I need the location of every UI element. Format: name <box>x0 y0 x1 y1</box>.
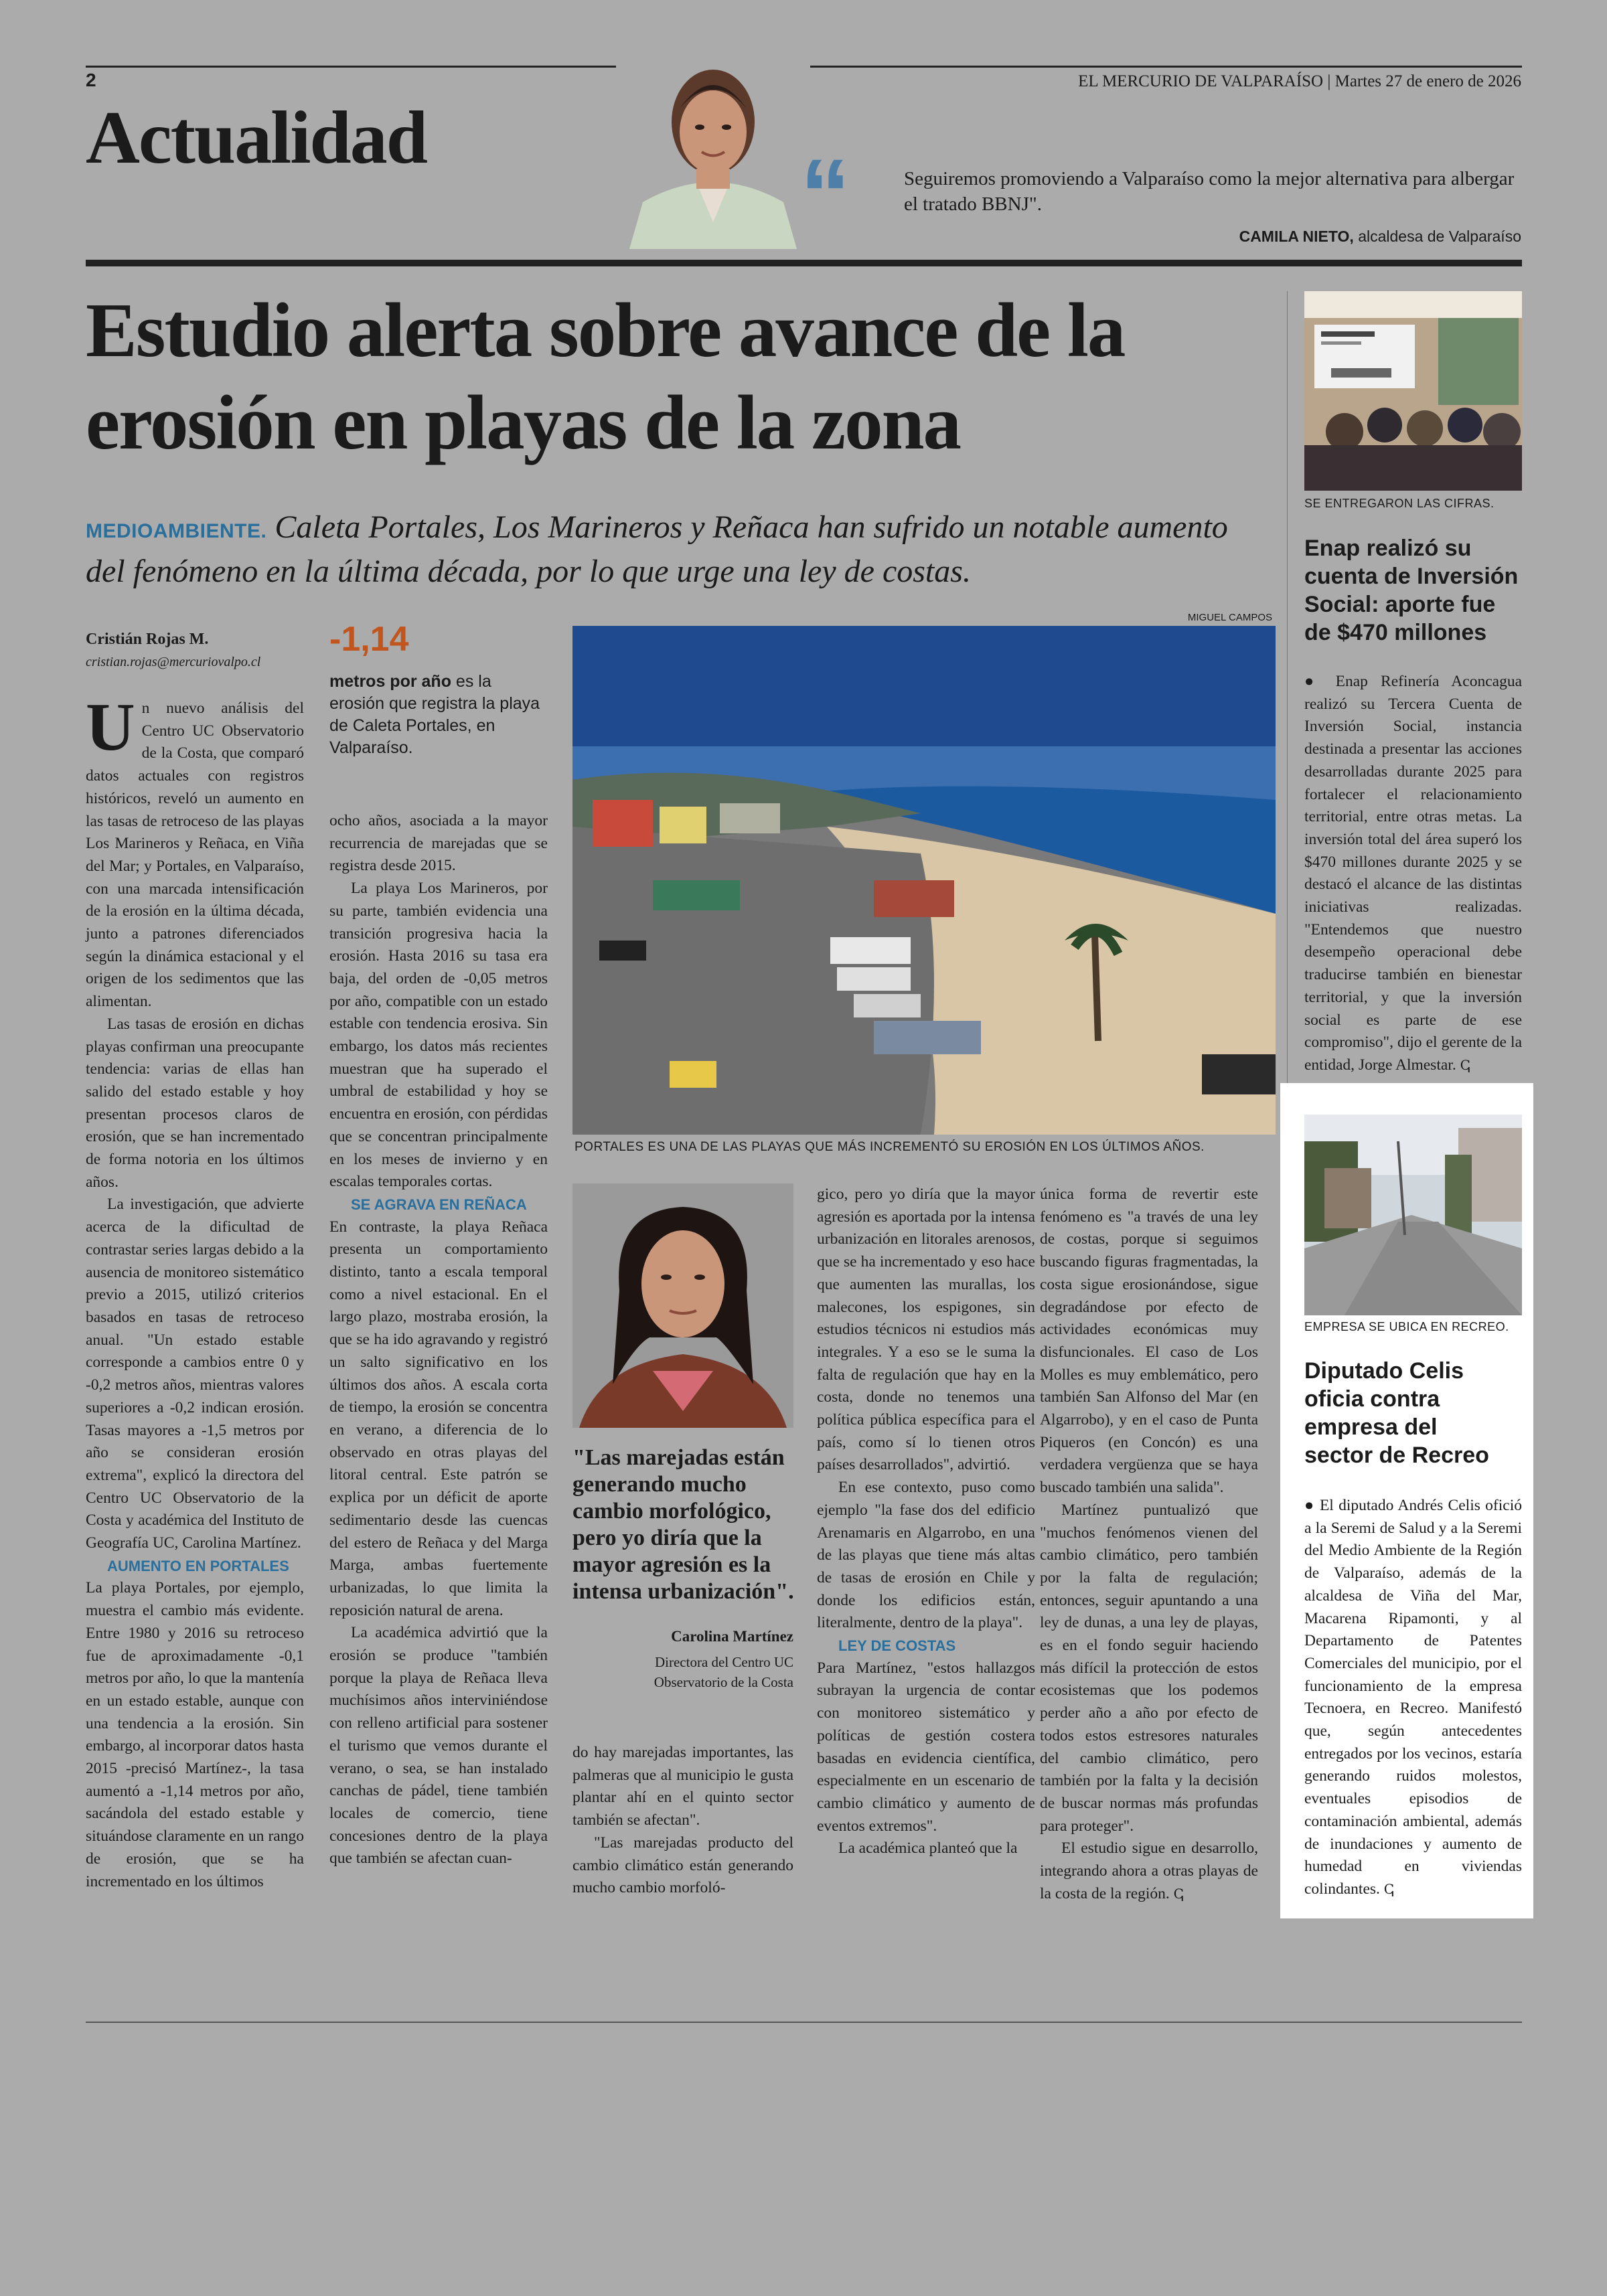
photo-caption: PORTALES ES UNA DE LAS PLAYAS QUE MÁS INCREMENTÓ SU EROSIÓN EN LOS ÚLTIMOS AÑOS. <box>575 1140 1205 1154</box>
subheading: AUMENTO EN PORTALES <box>107 1557 289 1574</box>
bullet-icon: ● <box>1304 1497 1320 1514</box>
body-column-1 <box>86 689 304 1893</box>
end-mark: ↅ <box>1173 1886 1184 1902</box>
stat-text: es la erosión que registra la playa de Caleta Portales, en Valparaíso. <box>329 672 540 757</box>
byline-email: cristian.rojas@mercuriovalpo.cl <box>86 655 261 669</box>
sidebar-caption-2: EMPRESA SE UBICA EN RECREO. <box>1304 1320 1509 1333</box>
body-paragraph: do hay marejadas importantes, las palmeras que al municipio le gusta plantar ahí en el quinto sector también se afectan". <box>572 1744 793 1829</box>
body-paragraph: única forma de revertir este fenómeno es "a través de una ley de costas, porque si seguimos buscando figuras fragmentadas, la costa sigue erosionándose, sigue degradándose por efecto de actividades económicas muy disfuncionales. El caso de Los Molles es muy emblemático, pero también San Alfonso del Mar (en Algarrobo), y en el caso de Punta Piqueros (en Concón) es una verdadera vergüenza que se haya buscado también una salida". <box>1040 1185 1258 1497</box>
body-paragraph: La académica planteó que la <box>838 1839 1018 1858</box>
body-paragraph: "Las marejadas producto del cambio climático están generando mucho cambio morfoló- <box>572 1833 793 1897</box>
quote-attribution <box>1239 228 1521 246</box>
photo-credit: MIGUEL CAMPOS <box>1187 612 1272 623</box>
body-paragraph: El estudio sigue en desarrollo, integrando ahora a otras playas de la costa de la región. ↅ <box>1040 1839 1258 1902</box>
enap-photo <box>1304 291 1522 491</box>
stat-value: -1,14 <box>329 620 409 659</box>
bottom-rule <box>86 2022 1522 2023</box>
sidebar-caption-1: SE ENTREGARON LAS CIFRAS. <box>1304 497 1495 510</box>
pull-quote: "Las marejadas están generando mucho cambio morfológico, pero yo diría que la mayor agresión es la intensa urbanización". <box>572 1445 794 1604</box>
deck <box>86 507 1264 592</box>
sidebar-headline-2: Diputado Celis oficia contra empresa del sector de Recreo <box>1304 1358 1489 1468</box>
quote-author-role: alcaldesa de Valparaíso <box>1353 228 1521 245</box>
body-paragraph: La investigación, que advierte acerca de la dificultad de contrastar series largas debido a la ausencia de monitoreo sistemático previo a 2015, utilizó criterios basados en tasas de retroceso anual. "Un estado estable corresponde a cambios entre 0 y -0,2 metros años, mientras valores superiores a -0,2 indican erosión. Tasas mayores a -1,5 metros por año se consideran erosión extrema", explicó la directora del Centro UC Observatorio de la Costa y académica del Instituto de Geografía UC, Carolina Martínez. <box>86 1196 304 1552</box>
body-column-3 <box>572 1742 793 1900</box>
pull-quote-name: Carolina Martínez <box>671 1628 793 1645</box>
end-mark: ↅ <box>1383 1882 1395 1897</box>
end-mark: ↅ <box>1460 1058 1470 1073</box>
quote-author: CAMILA NIETO, <box>1239 228 1354 245</box>
mayor-portrait <box>616 48 810 249</box>
sidebar-paragraph: ● Enap Refinería Aconcagua realizó su Tercera Cuenta de Inversión Social, instancia destinada a presentar las acciones desarrolladas durante 2025 para fortalecer el relacionamiento territorial, entre otras metas. La inversión total del área superó los $470 millones durante 2025 y se destacó el alcance de las distintas iniciativas realizadas. "Entendemos que nuestro desempeño operacional debe traducirse también en bienestar territorial, y que la inversión social es parte de ese compromiso", dijo el gerente de la entidad, Jorge Almestar. ↅ <box>1304 673 1522 1074</box>
sidebar-headline-1: Enap realizó su cuenta de Inversión Social: aporte fue de $470 millones <box>1304 536 1519 645</box>
subheading: SE AGRAVA EN REÑACA <box>351 1196 527 1213</box>
stat-text-block <box>329 671 544 759</box>
drop-cap: U <box>86 689 135 765</box>
body-paragraph: La playa Portales, por ejemplo, muestra el cambio más evidente. Entre 1980 y 2016 su retroceso fue de aproximadamente -0,1 metros por año, lo que la mantenía en un estado estable, aunque con una tendencia a la erosión. Sin embargo, al incorporar datos hasta 2015 -precisó Martínez-, la tasa aumentó a -1,14 metros por año, sacándola del estado estable y situándose claramente en un rango de erosión, que se ha incrementado en los últimos <box>86 1579 304 1890</box>
section-title: Actualidad <box>86 96 427 179</box>
sidebar-body-2 <box>1304 1495 1522 1902</box>
researcher-portrait <box>572 1183 793 1428</box>
bullet-icon: ● <box>1304 673 1336 690</box>
beach-photo <box>572 626 1276 1135</box>
stat-unit: metros por año <box>329 672 451 691</box>
recreo-photo <box>1304 1115 1522 1315</box>
body-paragraph: En ese contexto, puso como ejemplo "la fase dos del edificio Arenamaris en Algarrobo, en una de las playas que tiene más altas de tasas de erosión en Chile y donde los edificios están, literalmente, dentro de la playa". <box>817 1479 1035 1632</box>
body-paragraph: Las tasas de erosión en dichas playas confirman una preocupante tendencia: varias de ellas han salido del estado estable y hoy presentan procesos claros de erosión, que se han incrementado de forma notoria en los últimos años. <box>86 1015 304 1191</box>
body-paragraph: En contraste, la playa Reñaca presenta un comportamiento distinto, tanto a escala temporal como a nivel estacional. En el largo plazo, mostraba erosión, la que se ha ido agravando y registró un salto significativo en los últimos dos años. A escala corta de tiempo, la erosión se concentra en verano, a diferencia de lo observado en otras playas del litoral central. Este patrón se explica por un déficit de aporte sedimentario desde las cuencas del estero de Reñaca y del Marga Marga, ambas fuertemente urbanizadas, lo que limita la reposición natural de arena. <box>329 1218 548 1619</box>
header-quote: Seguiremos promoviendo a Valparaíso como la mejor alternativa para albergar el tratado BBNJ". <box>904 168 1515 215</box>
pull-quote-role: Directora del Centro UC Observatorio de la Costa <box>654 1654 793 1690</box>
masthead-date: EL MERCURIO DE VALPARAÍSO | Martes 27 de enero de 2026 <box>1078 72 1521 90</box>
kicker: MEDIOAMBIENTE. <box>86 520 267 542</box>
body-paragraph: Un nuevo análisis del Centro UC Observatorio de la Costa, que comparó datos actuales con registros históricos, reveló un aumento en las tasas de retroceso de las playas Los Marineros y Reñaca, en Viña del Mar; y Portales, en Valparaíso, con una marcada intensificación de la erosión en la última década, junto a patrones diferenciados según la dinámica estacional y el origen de los sedimentos que las alimentan. <box>86 689 304 1011</box>
sidebar-paragraph: ● El diputado Andrés Celis ofició a la Seremi de Salud y a la Seremi del Medio Ambiente de la Región de Valparaíso, además de la alcaldesa de Viña del Mar, Macarena Ripamonti, y al Departamento de Patentes Comerciales del municipio, por el funcionamiento de la empresa Tecnoera, en Recreo. Manifestó que, según antecedentes entregados por los vecinos, estaría generando ruidos molestos, eventuales episodios de contaminación ambiental, además de inundaciones y aumento de humedad en viviendas colindantes. ↅ <box>1304 1497 1522 1898</box>
body-paragraph: gico, pero yo diría que la mayor agresión es aportada por la intensa urbanización en litorales arenosos, que se ha incrementado y eso hace que aumenten las murallas, los malecones, los espigones, sin estudios técnicos ni estudios más integrales. Y a eso se le suma la falta de regulación que hay en la costa, donde no tenemos una política pública específica para el país, como sí lo tienen otros países desarrollados", advirtió. <box>817 1185 1035 1474</box>
byline-name: Cristián Rojas M. <box>86 631 209 648</box>
main-headline: Estudio alerta sobre avance de la erosión en playas de la zona <box>86 288 1125 465</box>
page-number: 2 <box>86 70 96 90</box>
body-column-2 <box>329 810 548 1870</box>
body-paragraph: La playa Los Marineros, por su parte, también evidencia una transición progresiva hacia la erosión. Hasta 2016 su tasa era baja, del orden de -0,05 metros por año, compatible con un estado estable con tendencia erosiva. Sin embargo, los datos más recientes muestran que ha superado el umbral de estabilidad y hoy se encuentra en erosión, con pérdidas que se concentran principalmente en los meses de invierno y en escalas temporales cortas. <box>329 880 548 1191</box>
body-paragraph: La académica advirtió que la erosión se produce "también porque la playa de Reñaca lleva muchísimos años interviniéndose con relleno artificial para sostener el turismo que vemos durante el verano, o sea, se han instalado canchas de pádel, tiene también locales de comercio, tiene concesiones dentro de la playa que también se afectan cuan- <box>329 1624 548 1868</box>
body-paragraph: Para Martínez, "estos hallazgos subrayan la urgencia de contar con monitoreo sistemático y políticas de gestión costera basadas en evidencia científica, especialmente en un escenario de cambio climático y aumento de eventos extremos". <box>817 1659 1035 1835</box>
sidebar-body-1 <box>1304 671 1522 1078</box>
body-paragraph: Martínez puntualizó que "muchos fenómenos vienen del cambio climático, pero también por la falta de regulación; entonces, seguir apuntando a una ley de dunas, a una ley de playas, es en el fondo seguir haciendo más difícil la protección de estos ecosistemas que los podemos perder año a año por efecto de todos estos estresores naturales del cambio climático, pero también por la falta y la decisión de buscar normas más profundas para proteger". <box>1040 1501 1258 1835</box>
subheading: LEY DE COSTAS <box>838 1637 956 1655</box>
body-column-5 <box>1040 1183 1258 1906</box>
body-paragraph: ocho años, asociada a la mayor recurrencia de marejadas que se registra desde 2015. <box>329 812 548 875</box>
deck-text: Caleta Portales, Los Marineros y Reñaca han sufrido un notable aumento del fenómeno en la última década, por lo que urge una ley de costas. <box>86 509 1228 589</box>
header-thick-rule <box>86 260 1522 266</box>
body-column-4 <box>817 1183 1035 1860</box>
quote-mark: “ <box>800 138 850 250</box>
